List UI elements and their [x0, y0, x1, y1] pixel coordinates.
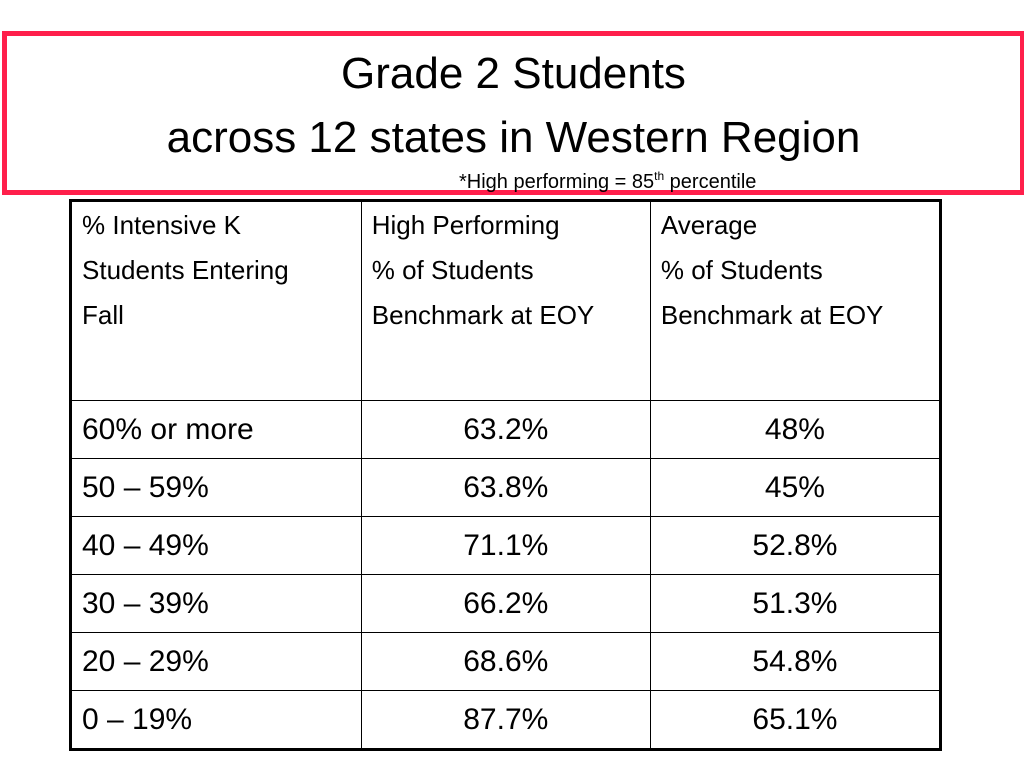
high-performing-cell: 66.2%	[361, 575, 650, 633]
average-cell: 54.8%	[650, 633, 940, 691]
header-cell-intensive	[71, 201, 362, 401]
table-row	[71, 517, 941, 575]
table-row	[71, 691, 941, 750]
high-performing-cell: 63.8%	[361, 459, 650, 517]
header-cell-average	[650, 201, 940, 401]
footnote-superscript: th	[654, 169, 665, 183]
benchmark-table	[69, 199, 942, 751]
range-cell: 30 – 39%	[71, 575, 362, 633]
average-cell: 52.8%	[650, 517, 940, 575]
title-line-1: Grade 2 Students	[341, 49, 686, 98]
high-performing-cell: 87.7%	[361, 691, 650, 750]
average-cell: 51.3%	[650, 575, 940, 633]
header-text: Fall	[82, 300, 124, 330]
footnote	[459, 170, 756, 194]
high-performing-cell: 63.2%	[361, 401, 650, 459]
range-cell: 50 – 59%	[71, 459, 362, 517]
header-text: % Intensive K	[82, 210, 241, 240]
range-cell: 0 – 19%	[71, 691, 362, 750]
header-text: Average	[660, 210, 758, 240]
title-box	[2, 31, 1024, 195]
title-line-2: across 12 states in Western Region	[166, 113, 861, 162]
header-cell-high-performing	[361, 201, 650, 401]
header-text: Benchmark at EOY	[371, 300, 595, 330]
table-row	[71, 459, 941, 517]
table-row	[71, 633, 941, 691]
header-text: % of Students	[660, 255, 823, 285]
table-row	[71, 401, 941, 459]
header-text: Benchmark at EOY	[660, 300, 884, 330]
footnote-text: *High performing = 85	[459, 171, 655, 193]
range-cell: 20 – 29%	[71, 633, 362, 691]
header-text: % of Students	[371, 255, 534, 285]
high-performing-cell: 68.6%	[361, 633, 650, 691]
header-text: High Performing	[371, 210, 560, 240]
average-cell: 45%	[650, 459, 940, 517]
range-cell: 60% or more	[71, 401, 362, 459]
high-performing-cell: 71.1%	[361, 517, 650, 575]
table-row	[71, 575, 941, 633]
average-cell: 65.1%	[650, 691, 940, 750]
header-text: Students Entering	[82, 255, 289, 285]
table-header-row	[71, 201, 941, 401]
footnote-tail: percentile	[664, 171, 757, 193]
average-cell: 48%	[650, 401, 940, 459]
range-cell: 40 – 49%	[71, 517, 362, 575]
